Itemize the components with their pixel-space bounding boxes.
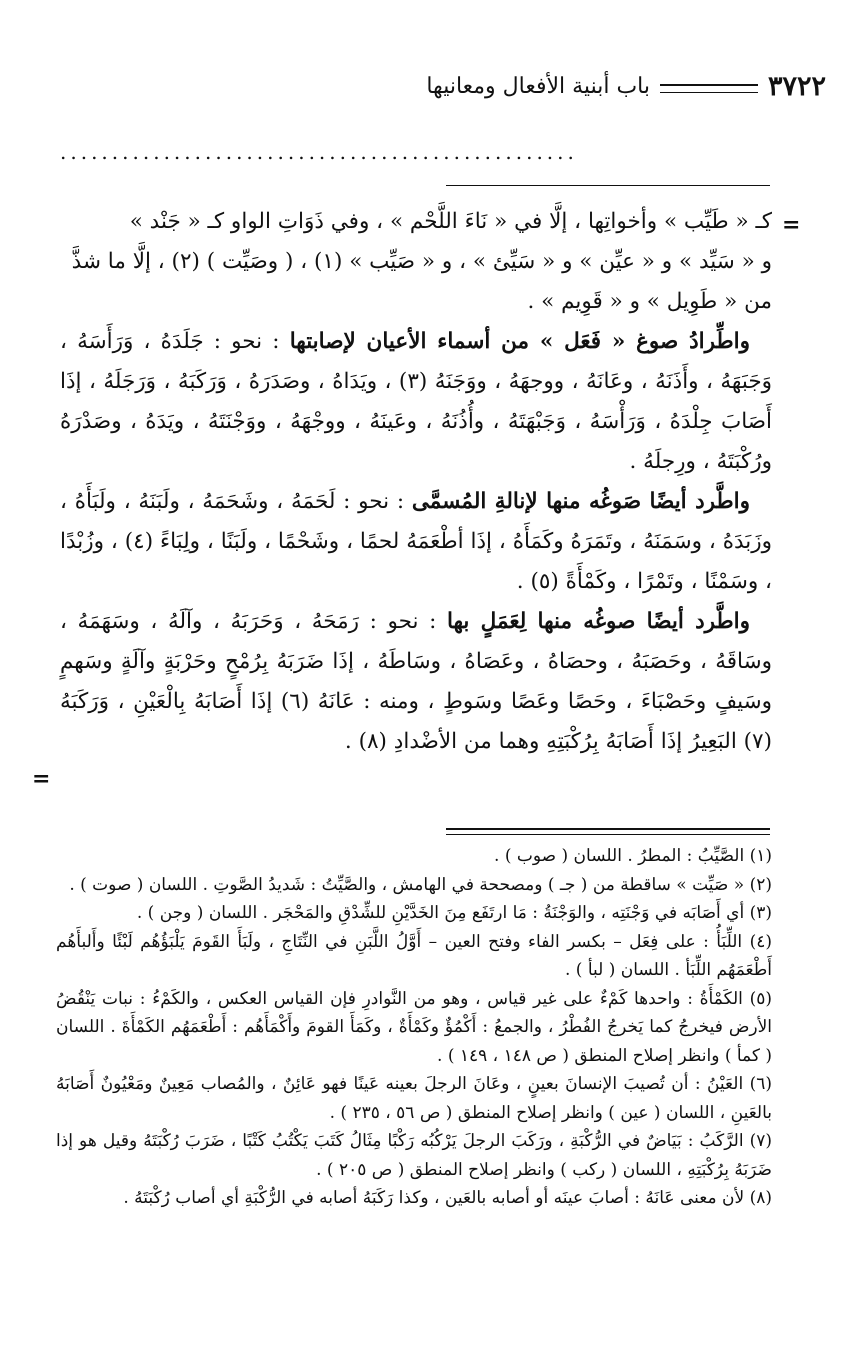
header-rule	[660, 84, 758, 93]
chapter-title: باب أبنية الأفعال ومعانيها	[426, 73, 650, 99]
footnotes	[56, 842, 772, 1213]
footnote-8: (٨) لأن معنى عَانَهُ : أصابَ عينَه أو أصابه بالعَين ، وكذا رَكَبَهُ أصابه في الرُّكْبَةِ أي أصاب رُكْبَتَهُ .	[123, 1188, 772, 1208]
page-header	[62, 66, 826, 106]
margin-equals-top: =	[782, 212, 801, 238]
top-rule	[446, 185, 770, 186]
paragraph-1-lead: واطِّرادُ صوغ « فَعَل » من أسماء الأعيان لإصابتها	[289, 329, 750, 354]
footnote-5: (٥) الكَمْأَةُ : واحدها كَمْءٌ على غير قياس ، وهو من النَّوادرِ فإن القياس العكس ، والكَمْءُ : نبات يَنْقُضُ الأرض فيخرجُ كما يَخرجُ الفُطْرُ ، والجمعُ : أَكْمُؤٌ وكَمْأَةٌ ، وكَمَأَ القومَ وأَكْمَأَهُم : أَطْعَمَهُم الكَمْأَةَ . اللسان ( كمأ ) وانظر إصلاح المنطق ( ص ١٤٨ ، ١٤٩ ) .	[56, 988, 772, 1066]
footnote-3: (٣) أي أَصَابَه في وَجْنَتِه ، والوَجْنَةُ : مَا ارتَفَع مِنَ الخَدَّيْنِ للشِّدْقِ والمَحْجَر . اللسان ( وجن ) .	[136, 903, 772, 923]
paragraph-3-lead: واطَّرد أيضًا صوغُه منها لِعَمَلٍ بها	[446, 609, 750, 634]
margin-equals-bottom: =	[32, 766, 51, 792]
footnote-4: (٤) اللِّبَأُ : على فِعَل – بكسر الفاء وفتح العين – أَوَّلُ اللَّبَنِ في النِّتَاجِ ، ولَبَأَ القَومَ يَلْبَؤُهُم لَبْئًا وأَلبأَهُم أَطْعَمَهُم اللِّبَأ . اللسان ( لبأ ) .	[56, 931, 772, 980]
footnote-6: (٦) العَيْنُ : أن تُصيبَ الإنسانَ بعينٍ ، وعَانَ الرجلَ بعينه عَينًا فهو عَائِنٌ ، والمُصاب مَعِينٌ ومَعْيُونٌ أَصَابَهُ بالعَينِ ، اللسان ( عين ) وانظر إصلاح المنطق ( ص ٥٦ ، ٢٣٥ ) .	[56, 1074, 772, 1123]
page-number: ٣٧٢٢	[767, 70, 826, 102]
intro-line-3: من « طَوِيل » و « قَوِيم » .	[527, 289, 772, 314]
main-text	[60, 202, 772, 762]
paragraph-1	[60, 322, 772, 482]
footnote-rule	[446, 828, 770, 835]
footnote-2: (٢) « صَيِّت » ساقطة من ( جـ ) ومصححة في الهامش ، والصَّيِّتُ : شَديدُ الصَّوتِ . اللسان ( صوت ) .	[69, 874, 772, 895]
paragraph-2-lead: واطَّرد أيضًا صَوغُه منها لإنالةِ المُسمَّى	[411, 489, 750, 514]
intro-line-2: و « سَيِّد » و « عيِّن » و « سَيِّئ » ، و « صَيِّب » (١) ، ( وصَيِّت ) (٢) ، إلَّا ما شذَّ	[71, 249, 772, 274]
paragraph-2-text: : نحو : لَحَمَهُ ، وشَحَمَهُ ، ولَبَنَهُ ، ولَبَأَهُ ، وزَبَدَهُ ، وسَمَنَهُ ، وتَمَرَهُ وكَمَأَهُ ، إذَا أطْعَمَهُ لحمًا ، وشَحْمًا ، ولَبَنًا ، ولِبَاءً (٤) ، وزُبْدًا ، وسَمْنًا ، وتَمْرًا ، وكَمْأَةً (٥) .	[60, 489, 772, 594]
intro-line-1: كـ « طَيِّب » وأخواتِها ، إلَّا في « نَاءَ اللَّحْم » ، وفي ذَوَاتِ الواو كـ « جَنْد »	[129, 209, 772, 234]
ellipsis-line: ..................................................	[60, 140, 578, 164]
paragraph-3	[60, 602, 772, 762]
footnote-7: (٧) الرَّكَبُ : بَيَاضٌ في الرُّكْبَةِ ، ورَكَبَ الرجلَ يَرْكُبُه رَكْبًا مِثَالُ كَتَبَ يَكْتُبُ كَتْبًا ، ضَرَبَ رُكْبَتَهُ وقيل هو إذا ضَرَبَهُ بِرُكْبَتِهِ ، اللسان ( ركب ) وانظر إصلاح المنطق ( ص ٢٠٥ ) .	[56, 1131, 772, 1180]
footnote-1: (١) الصَّيِّبُ : المطرُ . اللسان ( صوب ) .	[494, 846, 772, 866]
paragraph-2	[60, 482, 772, 602]
paragraph-3-text: : نحو : رَمَحَهُ ، وَحَرَبَهُ ، وآلَهُ ، وسَهَمَهُ ، وسَاقَهُ ، وحَصَبَهُ ، وحصَاهُ ، وعَصَاهُ ، وسَاطَهُ ، إذَا ضَرَبَهُ بِرُمْحٍ وحَرْبَةٍ وآلَةٍ وسَهمٍ وسَيفٍ وحَصْبَاءَ ، وحَصًا وعَصًا وسَوطٍ ، ومنه : عَانَهُ (٦) إذَا أَصَابَهُ بِالْعَيْنِ ، وَرَكَبَهُ (٧) البَعِيرُ إذَا أَصَابَهُ بِرُكْبَتِهِ وهما من الأضْدادِ (٨) .	[60, 609, 772, 754]
paragraph-1-text: : نحو : جَلَدَهُ ، وَرَأَسَهُ ، وَجَبَهَهُ ، وأَذَنَهُ ، وعَانَهُ ، ووجهَهُ ، ووَجَنَهُ (٣) ، ويَدَاهُ ، وصَدَرَهُ ، وَرَكَبَهُ ، وَرَجَلَهُ ، إذَا أَصَابَ جِلْدَهُ ، وَرَأْسَهُ ، وَجَبْهَتَهُ ، وأُذُنَهُ ، وعَينَهُ ، ووجْهَهُ ، ووَجْنَتَهُ ، ويَدَهُ ، وصَدْرَهُ ورُكْبَتَهُ ، ورِجلَهُ .	[60, 329, 772, 474]
